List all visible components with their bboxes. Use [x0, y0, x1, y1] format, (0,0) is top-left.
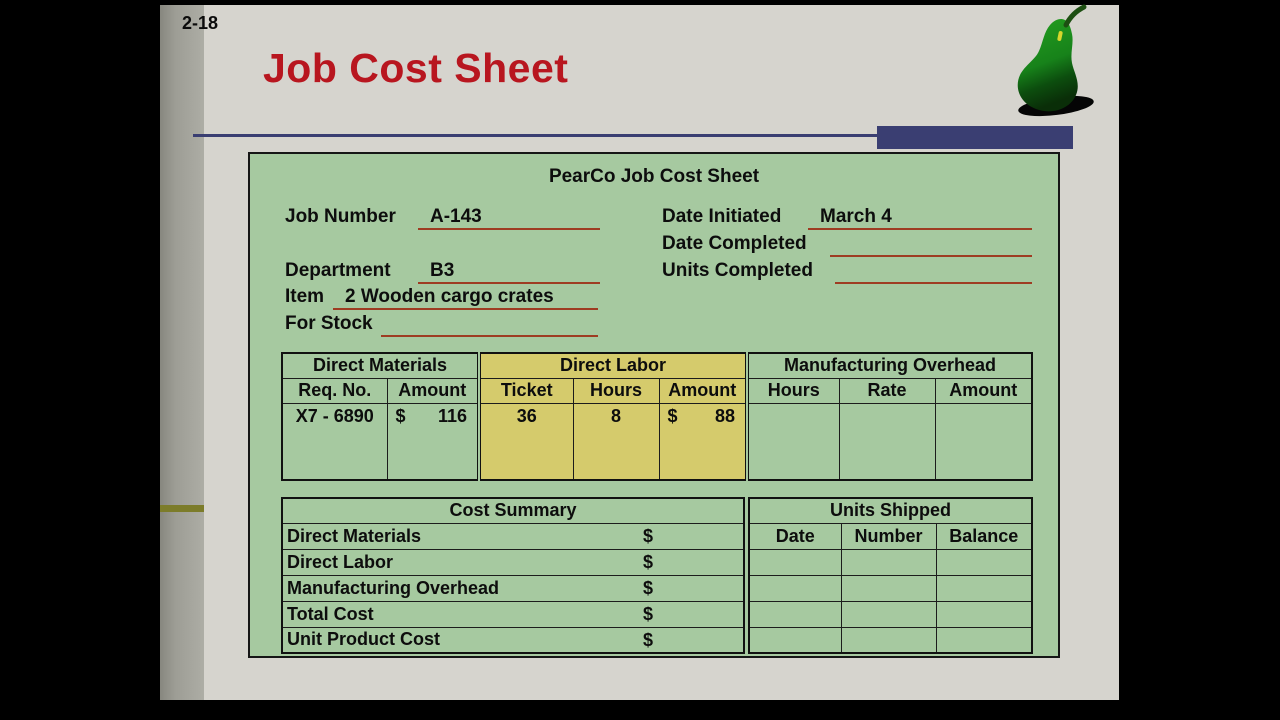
empty-cell [936, 549, 1032, 575]
cost-summary-label: Direct Materials [287, 525, 422, 546]
job-cost-sheet-panel [248, 152, 1060, 658]
currency-sign: $ [643, 603, 654, 624]
empty-cell [936, 601, 1032, 627]
column-header-ticket: Ticket [479, 378, 573, 403]
column-header-overhead-rate: Rate [839, 378, 935, 403]
cost-summary-label: Total Cost [287, 603, 374, 624]
cost-summary-row [282, 627, 744, 653]
column-header-labor-hours: Hours [573, 378, 659, 403]
currency-sign: $ [643, 551, 654, 572]
cost-summary-label: Direct Labor [287, 551, 394, 572]
currency-sign: $ [643, 577, 654, 598]
group-header-manufacturing-overhead: Manufacturing Overhead [747, 353, 1032, 378]
cost-summary-row [282, 523, 744, 549]
empty-cell [841, 575, 936, 601]
pearco-logo-icon [998, 3, 1103, 119]
materials-amount-cell [387, 403, 479, 480]
empty-cell [841, 549, 936, 575]
labor-currency: $ [667, 405, 678, 426]
date-initiated-value: March 4 [808, 206, 1032, 230]
cost-summary-row [282, 549, 744, 575]
presentation-slide [160, 5, 1119, 700]
currency-sign: $ [643, 525, 654, 546]
date-completed-label: Date Completed [662, 233, 807, 254]
cost-summary-heading: Cost Summary [282, 498, 744, 523]
ticket-cell: 36 [479, 403, 573, 480]
empty-cell [749, 549, 841, 575]
item-value: 2 Wooden cargo crates [333, 286, 598, 310]
req-no-cell: X7 - 6890 [282, 403, 387, 480]
overhead-rate-cell [839, 403, 935, 480]
labor-hours-cell: 8 [573, 403, 659, 480]
currency-sign: $ [643, 629, 654, 650]
title-underline-accent [877, 126, 1073, 149]
empty-cell [749, 575, 841, 601]
empty-cell [841, 601, 936, 627]
date-initiated-label: Date Initiated [662, 206, 782, 227]
empty-cell [936, 627, 1032, 653]
group-header-direct-materials: Direct Materials [282, 353, 479, 378]
date-completed-value [830, 233, 1032, 257]
cost-summary-row [282, 601, 744, 627]
for-stock-label: For Stock [285, 313, 373, 334]
units-shipped-heading: Units Shipped [749, 498, 1032, 523]
labor-amount-cell [659, 403, 747, 480]
for-stock-value [381, 313, 598, 337]
labor-amount: 88 [714, 405, 736, 426]
column-header-balance: Balance [936, 523, 1032, 549]
cost-detail-table [281, 352, 1033, 481]
cost-summary-label: Manufacturing Overhead [287, 577, 500, 598]
column-header-date: Date [749, 523, 841, 549]
margin-accent-bar [160, 505, 204, 512]
units-completed-label: Units Completed [662, 260, 813, 281]
materials-amount: 116 [437, 405, 467, 426]
cost-summary-table [281, 497, 745, 654]
empty-cell [841, 627, 936, 653]
column-header-materials-amount: Amount [387, 378, 479, 403]
empty-cell [936, 575, 1032, 601]
item-label: Item [285, 286, 325, 307]
column-header-overhead-amount: Amount [935, 378, 1032, 403]
job-number-value: A-143 [418, 206, 600, 230]
slide-title: Job Cost Sheet [263, 45, 569, 91]
column-header-req-no: Req. No. [282, 378, 387, 403]
column-header-overhead-hours: Hours [747, 378, 839, 403]
cost-summary-label: Unit Product Cost [287, 629, 440, 650]
column-header-labor-amount: Amount [659, 378, 747, 403]
column-header-number: Number [841, 523, 936, 549]
group-header-direct-labor: Direct Labor [479, 353, 747, 378]
empty-cell [749, 601, 841, 627]
empty-cell [749, 627, 841, 653]
slide-left-margin-strip [160, 5, 204, 700]
slide-page-number: 2-18 [182, 13, 219, 33]
overhead-amount-cell [935, 403, 1032, 480]
cost-summary-row [282, 575, 744, 601]
overhead-hours-cell [747, 403, 839, 480]
units-completed-value [835, 260, 1032, 284]
department-value: B3 [418, 260, 600, 284]
department-label: Department [285, 260, 391, 281]
sheet-heading: PearCo Job Cost Sheet [548, 166, 760, 187]
materials-currency: $ [395, 405, 406, 426]
job-number-label: Job Number [285, 206, 396, 227]
units-shipped-table [748, 497, 1033, 654]
